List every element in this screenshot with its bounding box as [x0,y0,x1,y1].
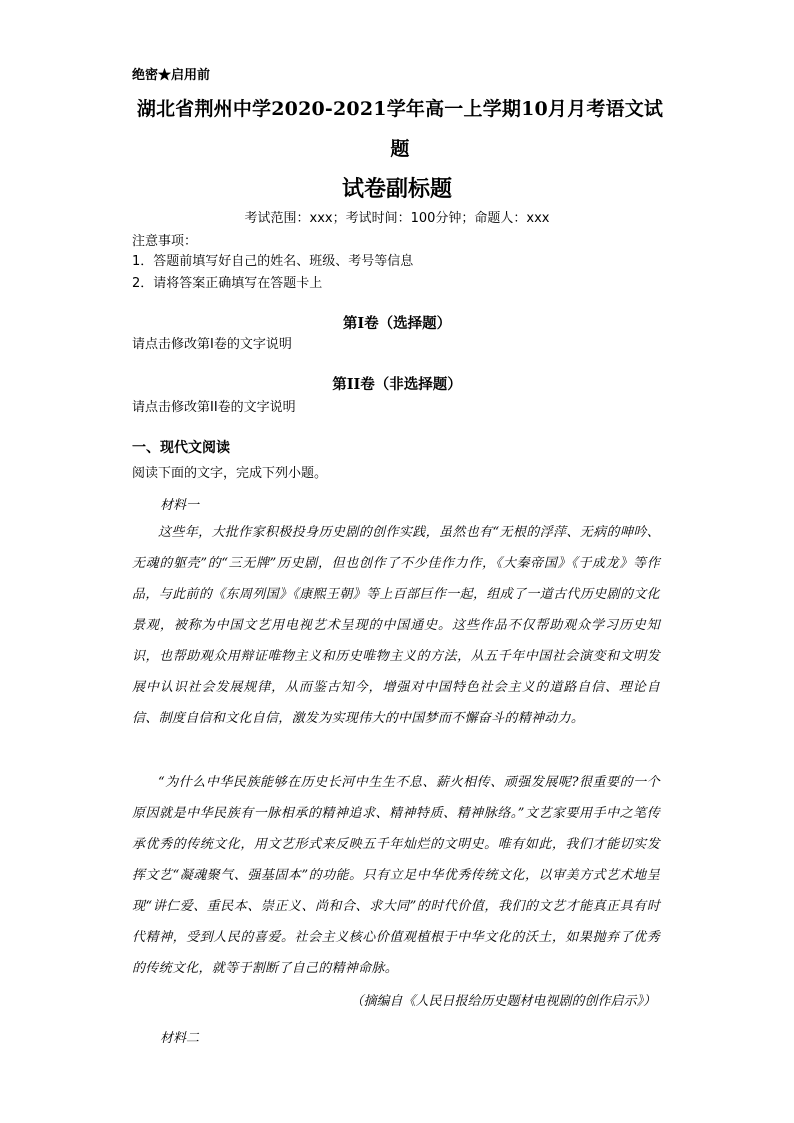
material-2-label: 材料二 [160,1031,200,1046]
secret-mark: 绝密★启用前 [132,68,211,83]
exam-title-line1: 湖北省荆州中学2020-2021学年高一上学期10月月考语文试 [136,98,664,120]
notice-heading: 注意事项： [132,234,198,249]
exam-title-line2: 题 [390,138,410,160]
passage-paragraph: 这些年，大批作家积极投身历史剧的创作实践，虽然也有“无根的浮萍、无病的呻吟、无魂的躯壳”的“三无牌”历史剧，但也创作了不少佳作力作，《大秦帝国》《于成龙》等作品，与此前的《东周列国》《康熙王朝》等上百部巨作一起，组成了一道古代历史剧的文化景观，被称为中国文艺用电视艺术呈现的中国通史。这些作品不仅帮助观众学习历史知识，也帮助观众用辩证唯物主义和历史唯物主义的方法，从五千年中国社会演变和文明发展中认识社会发展规律，从而鉴古知今，增强对中国特色社会主义的道路自信、理论自信、制度自信和文化自信，激发为实现伟大的中国梦而不懈奋斗的精神动力。 [132,525,660,726]
volume-2-title: 第II卷（非选择题） [332,376,462,393]
volume-2-note: 请点击修改第II卷的文字说明 [132,400,296,415]
material-1-label: 材料一 [160,498,200,513]
exam-subtitle: 试卷副标题 [341,176,452,202]
exam-info: 考试范围：xxx；考试时间：100分钟；命题人：xxx [244,211,550,226]
volume-1-note: 请点击修改第I卷的文字说明 [132,337,292,352]
section-title: 一、现代文阅读 [132,440,230,456]
notice-item: 2．请将答案正确填写在答题卡上 [132,276,323,291]
passage-source: （摘编自《人民日报给历史题材电视剧的创作启示》） [350,994,656,1009]
notice-item: 1．答题前填写好自己的姓名、班级、考号等信息 [132,254,414,269]
volume-1-title: 第I卷（选择题） [342,315,452,332]
passage-paragraph: “为什么中华民族能够在历史长河中生生不息、薪火相传、顽强发展呢?很重要的一个原因就是中华民族有一脉相承的精神追求、精神特质、精神脉络。”文艺家要用手中之笔传承优秀的传统文化，用文艺形式来反映五千年灿烂的文明史。唯有如此，我们才能切实发挥文艺“凝魂聚气、强基固本”的功能。只有立足中华优秀传统文化，以审美方式艺术地呈现“讲仁爱、重民本、崇正义、尚和合、求大同”的时代价值，我们的文艺才能真正具有时代精神，受到人民的喜爱。社会主义核心价值观植根于中华文化的沃土，如果抛弃了优秀的传统文化，就等于割断了自己的精神命脉。 [132,775,660,976]
reading-instruction: 阅读下面的文字，完成下列小题。 [132,466,328,481]
